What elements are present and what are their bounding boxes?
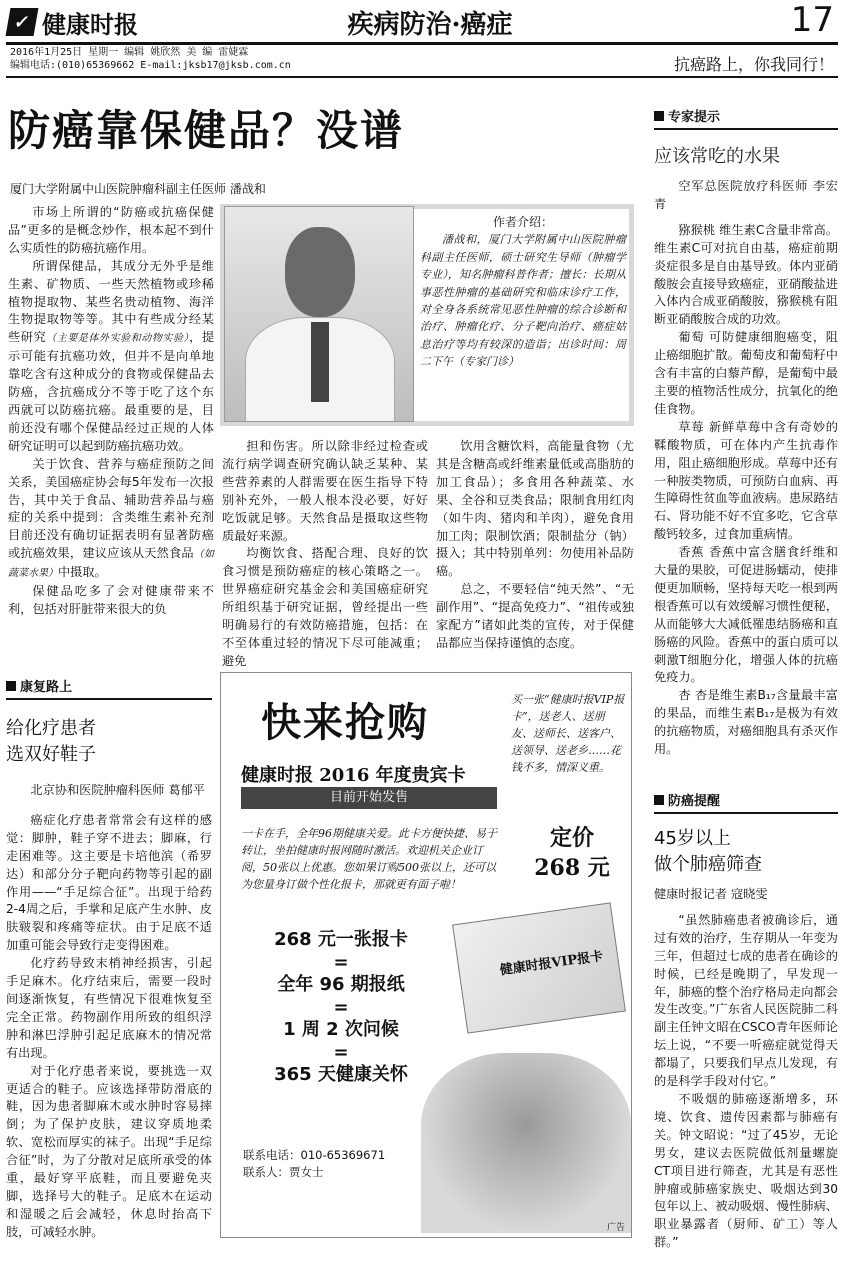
square-bullet-icon [654,795,664,805]
author-intro-text: 潘战和，厦门大学附属中山医院肿瘤科副主任医师，硕士研究生导师（肿瘤学专业），知名肿瘤科普作者；擅长：长期从事恶性肿瘤的基础研究和临床诊疗工作，对全身各系统常见恶性肿瘤的综合诊断和治疗、肿瘤化疗、分子靶向治疗、癌症姑息治疗等均有较深的造诣；出诊时间：周二下午（专家门诊） [420,233,626,369]
fruits-byline: 空军总医院放疗科医师 李宏青 [654,179,838,211]
page-number: 17 [790,0,834,40]
ad-contact-phone: 联系电话：010-65369671 [243,1148,386,1162]
lung-byline: 健康时报记者 寇晓雯 [654,887,768,901]
header-rule [6,42,838,45]
logo-text: 健康时报 [42,9,138,39]
header-rule-bottom [6,76,838,78]
logo-icon: ✓ [6,8,39,36]
main-col2-para: 均衡饮食、搭配合理、良好的饮食习惯是预防癌症的核心策略之一。世界癌症研究基金会和美国癌症研究所组织基于研究证据，曾经提出一些明确易行的有效防癌措施，包括：在不至体重过轻的情况下尽可能减重；避免 [222,546,428,668]
main-col2-para: 担和伤害。所以除非经过检查或流行病学调查研究确认缺乏某种、某些营养素的人群需要在医生指导下特别补充外，一般人根本没必要，好好吃饭就足够。天然食品是摄取这些物质最好来源。 [222,439,428,543]
masthead-meta [10,46,291,72]
right-article-fruits [654,106,838,759]
main-col1-para: 关于饮食、营养与癌症预防之间关系，美国癌症协会每5年发布一次报告，其中关于食品、辅助营养品与癌症的关系中提到：含类维生素补充剂目前还没有确切证据表明有显著防癌或抗癌效果，建议应该从天然食品（如蔬菜水果）中摄取。 [8,456,215,580]
vip-card-advertisement[interactable] [220,672,632,1238]
main-column-2 [222,438,428,671]
left-body: 癌症化疗患者常常会有这样的感觉：脚肿，鞋子穿不进去；脚麻，行走困难等。这主要是卡培他滨（希罗达）和部分分子靶向药物等引起的副作用——“手足综合征”。出现于给药2-4周之后，手掌和足底产生水肿、皮肤皲裂和疼痛等症状。由于足底不适加重可能会导致行走变得困难。 化疗药导致末梢神经损害，引起手足麻木。化疗结束后，需要一段时间逐渐恢复，有些情况下很难恢复至完全正常。药物副作用所致的组织浮肿和淋巴浮肿引起足底麻木的情况常有出现。 对于化疗患者来说，要挑选一双更适合的鞋子。应该选择带防滑底的鞋，因为患者脚麻木或水肿时容易摔倒；为了保护皮肤，建议穿质地柔软、宽松而厚实的袜子。出现“手足综合征”时，为了分散对足底所承受的体重，最好穿平底鞋，而且要避免夹脚，选择号大的鞋子。足底木在运动和湿暖之后会减轻，休息时抬高下肢，可减轻水肿。 [6,812,212,1239]
section-title: 疾病防治·癌症 [347,10,513,40]
main-byline: 厦门大学附属中山医院肿瘤科副主任医师 潘战和 [10,182,266,196]
author-photo [224,206,414,422]
lung-headline: 45岁以上 做个肺癌筛查 [654,828,762,875]
section-rule [654,812,838,814]
main-headline: 防癌靠保健品？没谱 [8,106,405,155]
ad-equation: 268 元一张报卡 = 全年 96 期报纸 = 1 周 2 次问候 = 365 天健康关怀 [274,929,408,1085]
fruits-headline: 应该常吃的水果 [654,146,780,167]
left-byline: 北京协和医院肿瘤科医师 葛郁平 [30,783,205,797]
left-section-label: 康复路上 [6,676,212,695]
main-col3-para: 饮用含糖饮料，高能量食物（尤其是含糖高或纤维素量低或高脂肪的加工食品）；多食用各种蔬菜、水果、全谷和豆类食品；限制食用红肉（如牛肉、猪肉和羊肉），避免食用加工肉；限制饮酒；限制盐分（钠）摄入；其中特别单列：勿使用补品防癌。 [436,439,634,579]
ad-sale-bar: 目前开始发售 [241,787,497,809]
ad-description: 一卡在手，全年96期健康关爱。此卡方便快捷、易于转让，坐拍健康时报网随时激活。欢迎机关企业订阅，50张以上优惠。您如果订购500张以上，还可以为您量身订做个性化报卡，那就更有面子啦！ [241,827,497,891]
ad-people-photo [421,1053,631,1233]
slogan: 抗癌路上，你我同行！ [673,55,834,74]
section-rule [6,698,212,700]
ad-buy-text: 买一张“健康时报VIP报卡”，送老人、送朋友、送师长、送客户、送领导、送老乡……花钱不多，情深义重。 [511,693,625,774]
ad-price: 定价 268 元 [534,825,610,881]
right-section-label: 防癌提醒 [654,790,838,809]
lung-body: “虽然肺癌患者被确诊后，通过有效的治疗，生存期从一年变为三年，但超过七成的患者在确诊的时候，已经是晚期了，早发现一年，肺癌的整个治疗格局走向都会发生改变。”广东省人民医院肺二科副主任钟文昭在CSCO青年医师论坛上说，“不要一听癌症就觉得天都塌了，只要我们早点儿发现，有的是科学手段对付它。” 不吸烟的肺癌逐渐增多，环境、饮食、遗传因素都与肺癌有关。钟文昭说：“过了45岁，无论男女，建议去医院做低剂量螺旋CT项目进行筛查，尤其是有恶性肿瘤或肺癌家族史、吸烟达到30包年以上、被动吸烟、慢性肺病、职业暴露者（厨师、矿工）等人群。” [654,912,838,1250]
square-bullet-icon [6,681,16,691]
ad-contact-person: 联系人：贾女士 [243,1165,324,1179]
ad-subtitle: 健康时报 2016 年度贵宾卡 [241,765,466,786]
square-bullet-icon [654,111,664,121]
ad-contact [243,1147,385,1181]
fruits-body: 猕猴桃 维生素C含量非常高。维生素C可对抗自由基，癌症前期炎症很多是自由基导致。体内亚硝酸胺会直接导致癌症，亚硝酸盐进入体内合成亚硝酸胺，猕猴桃有阻断亚硝酸胺合成的功效。 葡萄 可防健康细胞癌变，阻止癌细胞扩散。葡萄皮和葡萄籽中含有丰富的白藜芦醇，是葡萄中最主要的植物活性成分，抗氧化的绝佳食物。 草莓 新鲜草莓中含有奇妙的鞣酸物质，可在体内产生抗毒作用，阻止癌细胞形成。草莓中还有一种胺类物质，可预防白血病、再生障碍性贫血等血液病。患尿路结石、肾功能不好不宜多吃，它含草酸钙较多，过食加重病情。 香蕉 香蕉中富含膳食纤维和大量的果胶，可促进肠蠕动，使排便更加顺畅，坚持每天吃一根到两根香蕉可以有效缓解习惯性便秘，从而能够大大减低罹患结肠癌和直肠癌的风险。香蕉中的蛋白质可以刺激T细胞分化，增强人体的抗癌免疫力。 杏 杏是维生素B₁₇含量最丰富的果品，而维生素B₁₇是极为有效的抗癌物质，对癌细胞具有杀灭作用。 [654,222,838,757]
author-intro-title: 作者介绍： [492,215,553,229]
left-article [6,676,212,1242]
newspaper-logo [8,4,188,40]
main-col1-para: 保健品吃多了会对健康带来不利，包括对肝脏带来很大的负 [8,584,214,616]
main-col1-para: 市场上所谓的“防癌或抗癌保健品”更多的是概念炒作，根本起不到什么实质性的防癌抗癌作用。 [8,205,214,255]
ad-title: 快来抢购 [261,699,429,746]
date-line: 2016年1月25日 星期一 编辑 姚欣然 美 编 雷婕霖 [10,47,249,58]
main-column-3 [436,438,634,653]
main-column-1 [8,204,214,619]
right-section-label: 专家提示 [654,106,838,125]
main-col3-para: 总之，不要轻信“纯天然”、“无副作用”、“提高免疫力”、“祖传或独家配方”诸如此类的宣传，对于保健品都应当保持谨慎的态度。 [436,582,634,650]
left-headline: 给化疗患者 选双好鞋子 [6,718,96,765]
vip-card-image: 健康时报VIP报卡 [452,902,626,1033]
section-rule [654,128,838,130]
right-article-lung [654,790,838,1252]
main-col1-para: 所谓保健品，其成分无外乎是维生素、矿物质、一些天然植物或珍稀植物提取物、某些名贵动植物、海洋生物提取物等等。其中有些成分经某些研究（主要是体外实验和动物实验），提示可能有抗癌功效，但并不是向单地靠吃含有这种成分的食物或保健品去防癌，含抗癌成分不等于吃了这个东西就可以防癌抗癌。最重要的是，目前还没有哪个保健品经过正规的人体研究证明可以起到防癌抗癌功效。 [8,258,215,453]
ad-tag: 广告 [606,1223,625,1233]
author-intro [420,214,626,371]
contact-line: 编辑电话:(010)65369662 E-mail:jksb17@jksb.com.cn [10,60,291,71]
